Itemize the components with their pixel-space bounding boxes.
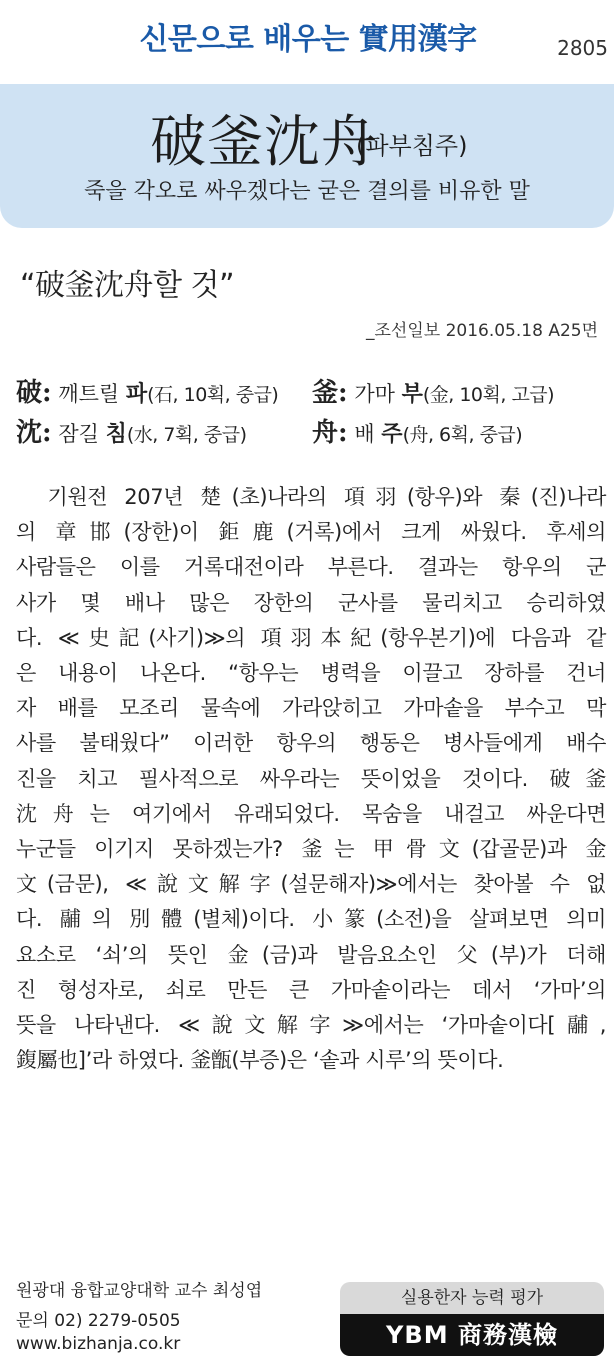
body-line: 文(금문), ≪說文解字(설문해자)≫에서는 찾아볼 수 없 — [16, 872, 606, 897]
char-hanja: 釜 — [312, 378, 339, 408]
char-entry-chim: 沈: 잠길 침(水, 7획, 중급) — [16, 418, 247, 448]
char-reading: 침 — [105, 422, 127, 447]
article-body — [16, 480, 606, 1078]
char-reading: 주 — [381, 422, 403, 447]
topic-meaning: 죽을 각오로 싸우겠다는 굳은 결의를 비유한 말 — [84, 179, 530, 204]
body-line: 진을 치고 필사적으로 싸우라는 뜻이었을 것이다. 破釜 — [16, 766, 606, 791]
body-line: 의 章邯(장한)이 鉅鹿(거록)에서 크게 싸웠다. 후세의 — [16, 520, 606, 545]
char-info: (水, 7획, 중급) — [126, 424, 247, 446]
body-line: 다. 鬴의 別體(별체)이다. 小篆(소전)을 살펴보면 의미 — [16, 907, 606, 932]
body-line: 沈舟는 여기에서 유래되었다. 목숨을 내걸고 싸운다면 — [16, 801, 606, 826]
char-reading: 파 — [125, 382, 148, 407]
body-line: 기원전 207년 楚(초)나라의 項羽(항우)와 秦(진)나라 — [16, 485, 606, 509]
char-hanja: 破 — [16, 378, 43, 408]
body-line: 누군들 이기지 못하겠는가? 釜는 甲骨文(갑골문)과 金 — [16, 837, 606, 862]
contact-phone: 문의 02) 2279-0505 — [16, 1311, 181, 1331]
char-entry-pa: 破: 깨트릴 파(石, 10획, 중급) — [16, 378, 279, 408]
char-info: (石, 10획, 중급) — [147, 384, 279, 406]
char-info: (舟, 6획, 중급) — [402, 424, 523, 446]
body-line: 진 형성자로, 쇠로 만든 큰 가마솥이라는 데서 ‘가마’의 — [16, 977, 606, 1002]
badge-caption: 실용한자 능력 평가 — [340, 1282, 604, 1314]
body-line: 뜻을 나타낸다. ≪說文解字≫에서는 ‘가마솥이다[鬴, — [16, 1013, 606, 1038]
char-gloss: 배 — [354, 422, 375, 446]
ybm-logo-badge: YBM 商務漢檢 — [340, 1314, 604, 1356]
char-gloss: 잠길 — [58, 422, 99, 446]
body-line: 사가 몇 배나 많은 장한의 군사를 물리치고 승리하였 — [16, 590, 606, 615]
body-line: 사람들은 이를 거록대전이라 부른다. 결과는 항우의 군 — [16, 555, 606, 580]
body-line: 은 내용이 나온다. “항우는 병력을 이끌고 장하를 건너 — [16, 661, 606, 686]
author-credit: 원광대 융합교양대학 교수 최성엽 — [16, 1281, 263, 1301]
body-line: 요소로 ‘쇠’의 뜻인 金(금)과 발음요소인 父(부)가 더해 — [16, 942, 606, 967]
char-reading: 부 — [401, 382, 423, 407]
topic-hanja: 破釜沈舟 — [150, 110, 378, 175]
char-gloss: 가마 — [354, 382, 395, 406]
char-gloss: 깨트릴 — [58, 382, 120, 406]
series-title: 신문으로 배우는 實用漢字 — [139, 22, 477, 57]
headline-quote: “破釜沈舟할 것” — [20, 268, 235, 303]
topic-box — [0, 84, 614, 228]
body-line: 자 배를 모조리 물속에 가라앉히고 가마솥을 부수고 막 — [16, 696, 606, 721]
header — [0, 0, 616, 82]
char-entry-ju: 舟: 배 주(舟, 6획, 중급) — [312, 418, 523, 448]
body-line: 다. ≪史記(사기)≫의 項羽本紀(항우본기)에 다음과 같 — [16, 625, 606, 650]
char-entry-bu: 釜: 가마 부(金, 10획, 고급) — [312, 378, 555, 408]
source-citation: _조선일보 2016.05.18 A25면 — [365, 321, 598, 341]
website-link[interactable]: www.bizhanja.co.kr — [16, 1334, 181, 1354]
topic-reading: (파부침주) — [356, 132, 468, 160]
body-line: 鍑屬也]’라 하였다. 釜甑(부증)은 ‘솥과 시루’의 뜻이다. — [16, 1048, 504, 1073]
char-hanja: 舟 — [312, 418, 339, 448]
issue-number: 2805 — [557, 36, 608, 60]
body-line: 사를 불태웠다” 이러한 항우의 행동은 병사들에게 배수 — [16, 731, 606, 756]
char-hanja: 沈 — [16, 418, 43, 448]
char-info: (金, 10획, 고급) — [422, 384, 555, 406]
